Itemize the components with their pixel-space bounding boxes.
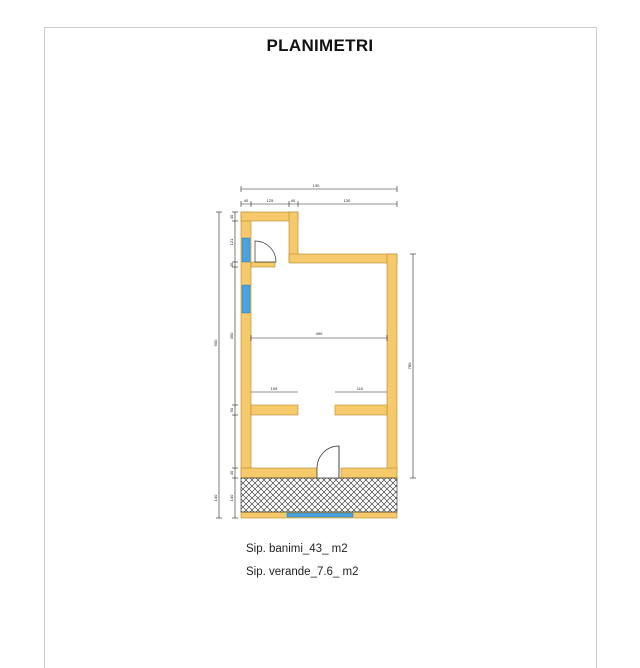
dim-left-seg-6: 40	[229, 470, 234, 476]
area-veranda: Sip. verande_7.6_ m2	[246, 566, 359, 578]
wall-bottom-right	[341, 468, 397, 478]
door-entrance-icon	[317, 446, 339, 478]
window-2-icon	[242, 285, 250, 313]
dim-top-seg-d: 130	[343, 198, 351, 203]
dim-inner-left-bottom: 105	[270, 386, 278, 391]
wall-top-main	[289, 254, 397, 263]
dim-top-seg-a: 40	[243, 198, 249, 203]
dim-top-seg-b: 125	[266, 198, 274, 203]
dim-left-overall: 900	[213, 339, 218, 347]
dim-left-seg-4: 490	[229, 332, 234, 340]
wall-partition-left	[251, 405, 298, 415]
dim-inner-right-bottom: 110	[356, 386, 364, 391]
dim-left-seg-5: 50	[229, 407, 234, 413]
wall-right	[387, 254, 397, 477]
dim-left-seg-2: 121	[229, 238, 234, 246]
veranda-hatch	[241, 478, 397, 512]
area-living: Sip. banimi_43_ m2	[246, 543, 348, 555]
window-veranda-icon	[287, 513, 353, 517]
plan-title: PLANIMETRI	[266, 36, 374, 55]
wall-partition-right	[335, 405, 387, 415]
dim-left-seg-3: 40	[229, 262, 234, 268]
window-1-icon	[242, 238, 250, 262]
dim-left-outer-bottom: 140	[213, 494, 218, 502]
dim-right-overall: 780	[407, 362, 412, 370]
dim-left-seg-7: 140	[229, 494, 234, 502]
doors	[255, 241, 339, 478]
dim-left-seg-1: 40	[229, 214, 234, 220]
dim-top-seg-c: 40	[290, 198, 296, 203]
door-small-icon	[255, 241, 276, 262]
wall-small-bottom	[251, 262, 275, 267]
dim-top-overall: 130	[312, 183, 320, 188]
dim-inner-width: 490	[315, 331, 323, 336]
wall-bottom-left	[241, 468, 317, 478]
